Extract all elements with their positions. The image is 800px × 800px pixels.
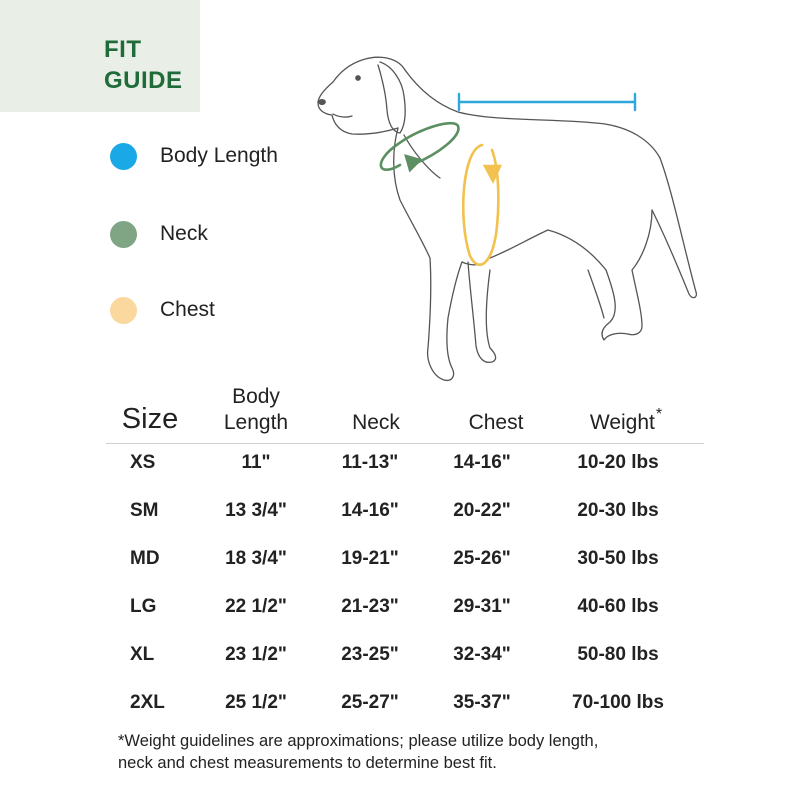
header-body-length-1: Body bbox=[232, 385, 280, 408]
header-divider bbox=[106, 443, 704, 444]
cell-chest: 35-37" bbox=[453, 692, 511, 713]
header-weight-asterisk: * bbox=[655, 406, 663, 423]
header-neck: Neck bbox=[352, 411, 400, 434]
chest-arrow-icon bbox=[463, 145, 500, 265]
legend-label: Body Length bbox=[160, 144, 278, 167]
cell-chest: 14-16" bbox=[453, 452, 511, 473]
cell-body-length: 25 1/2" bbox=[225, 692, 287, 713]
body-length-bar-icon bbox=[459, 94, 635, 110]
cell-chest: 25-26" bbox=[453, 548, 511, 569]
cell-neck: 21-23" bbox=[341, 596, 399, 617]
dog-diagram bbox=[300, 40, 710, 390]
legend-label: Chest bbox=[160, 298, 215, 321]
cell-body-length: 18 3/4" bbox=[225, 548, 287, 569]
cell-weight: 30-50 lbs bbox=[577, 548, 659, 569]
chest-dot-icon bbox=[110, 297, 137, 324]
dog-outline-icon bbox=[318, 57, 696, 380]
header-weight-label: Weight bbox=[589, 411, 655, 434]
cell-size: SM bbox=[130, 500, 159, 521]
cell-body-length: 23 1/2" bbox=[225, 644, 287, 665]
cell-weight: 70-100 lbs bbox=[572, 692, 664, 713]
cell-neck: 19-21" bbox=[341, 548, 399, 569]
cell-body-length: 11" bbox=[241, 452, 271, 473]
header-size: Size bbox=[121, 403, 179, 435]
table-header bbox=[0, 380, 800, 440]
title-line-1: FIT bbox=[104, 36, 142, 63]
cell-weight: 20-30 lbs bbox=[577, 500, 659, 521]
cell-weight: 40-60 lbs bbox=[577, 596, 659, 617]
cell-size: MD bbox=[130, 548, 160, 569]
neck-dot-icon bbox=[110, 221, 137, 248]
cell-weight: 50-80 lbs bbox=[577, 644, 659, 665]
cell-neck: 23-25" bbox=[341, 644, 399, 665]
footnote-line-1: *Weight guidelines are approximations; please utilize body length, bbox=[118, 732, 599, 750]
cell-size: LG bbox=[130, 596, 157, 617]
cell-chest: 32-34" bbox=[453, 644, 511, 665]
legend-label: Neck bbox=[160, 222, 208, 245]
cell-neck: 25-27" bbox=[341, 692, 399, 713]
footnote bbox=[118, 730, 718, 774]
table-row bbox=[0, 692, 800, 722]
cell-size: 2XL bbox=[130, 692, 165, 713]
cell-neck: 11-13" bbox=[341, 452, 399, 473]
table-row bbox=[0, 644, 800, 674]
header-body-length-2: Length bbox=[223, 411, 289, 434]
table-row bbox=[0, 548, 800, 578]
table-row bbox=[0, 596, 800, 626]
cell-body-length: 22 1/2" bbox=[225, 596, 287, 617]
title-box bbox=[0, 0, 200, 112]
table-row bbox=[0, 500, 800, 530]
cell-chest: 29-31" bbox=[453, 596, 511, 617]
cell-neck: 14-16" bbox=[341, 500, 399, 521]
header-weight bbox=[566, 406, 686, 438]
title-line-2: GUIDE bbox=[104, 67, 183, 94]
cell-size: XS bbox=[130, 452, 156, 473]
header-chest: Chest bbox=[468, 411, 524, 434]
cell-chest: 20-22" bbox=[453, 500, 511, 521]
cell-size: XL bbox=[130, 644, 155, 665]
cell-weight: 10-20 lbs bbox=[577, 452, 659, 473]
footnote-line-2: neck and chest measurements to determine best fit. bbox=[118, 754, 497, 772]
table-row bbox=[0, 452, 800, 482]
cell-body-length: 13 3/4" bbox=[225, 500, 287, 521]
body-length-dot-icon bbox=[110, 143, 137, 170]
